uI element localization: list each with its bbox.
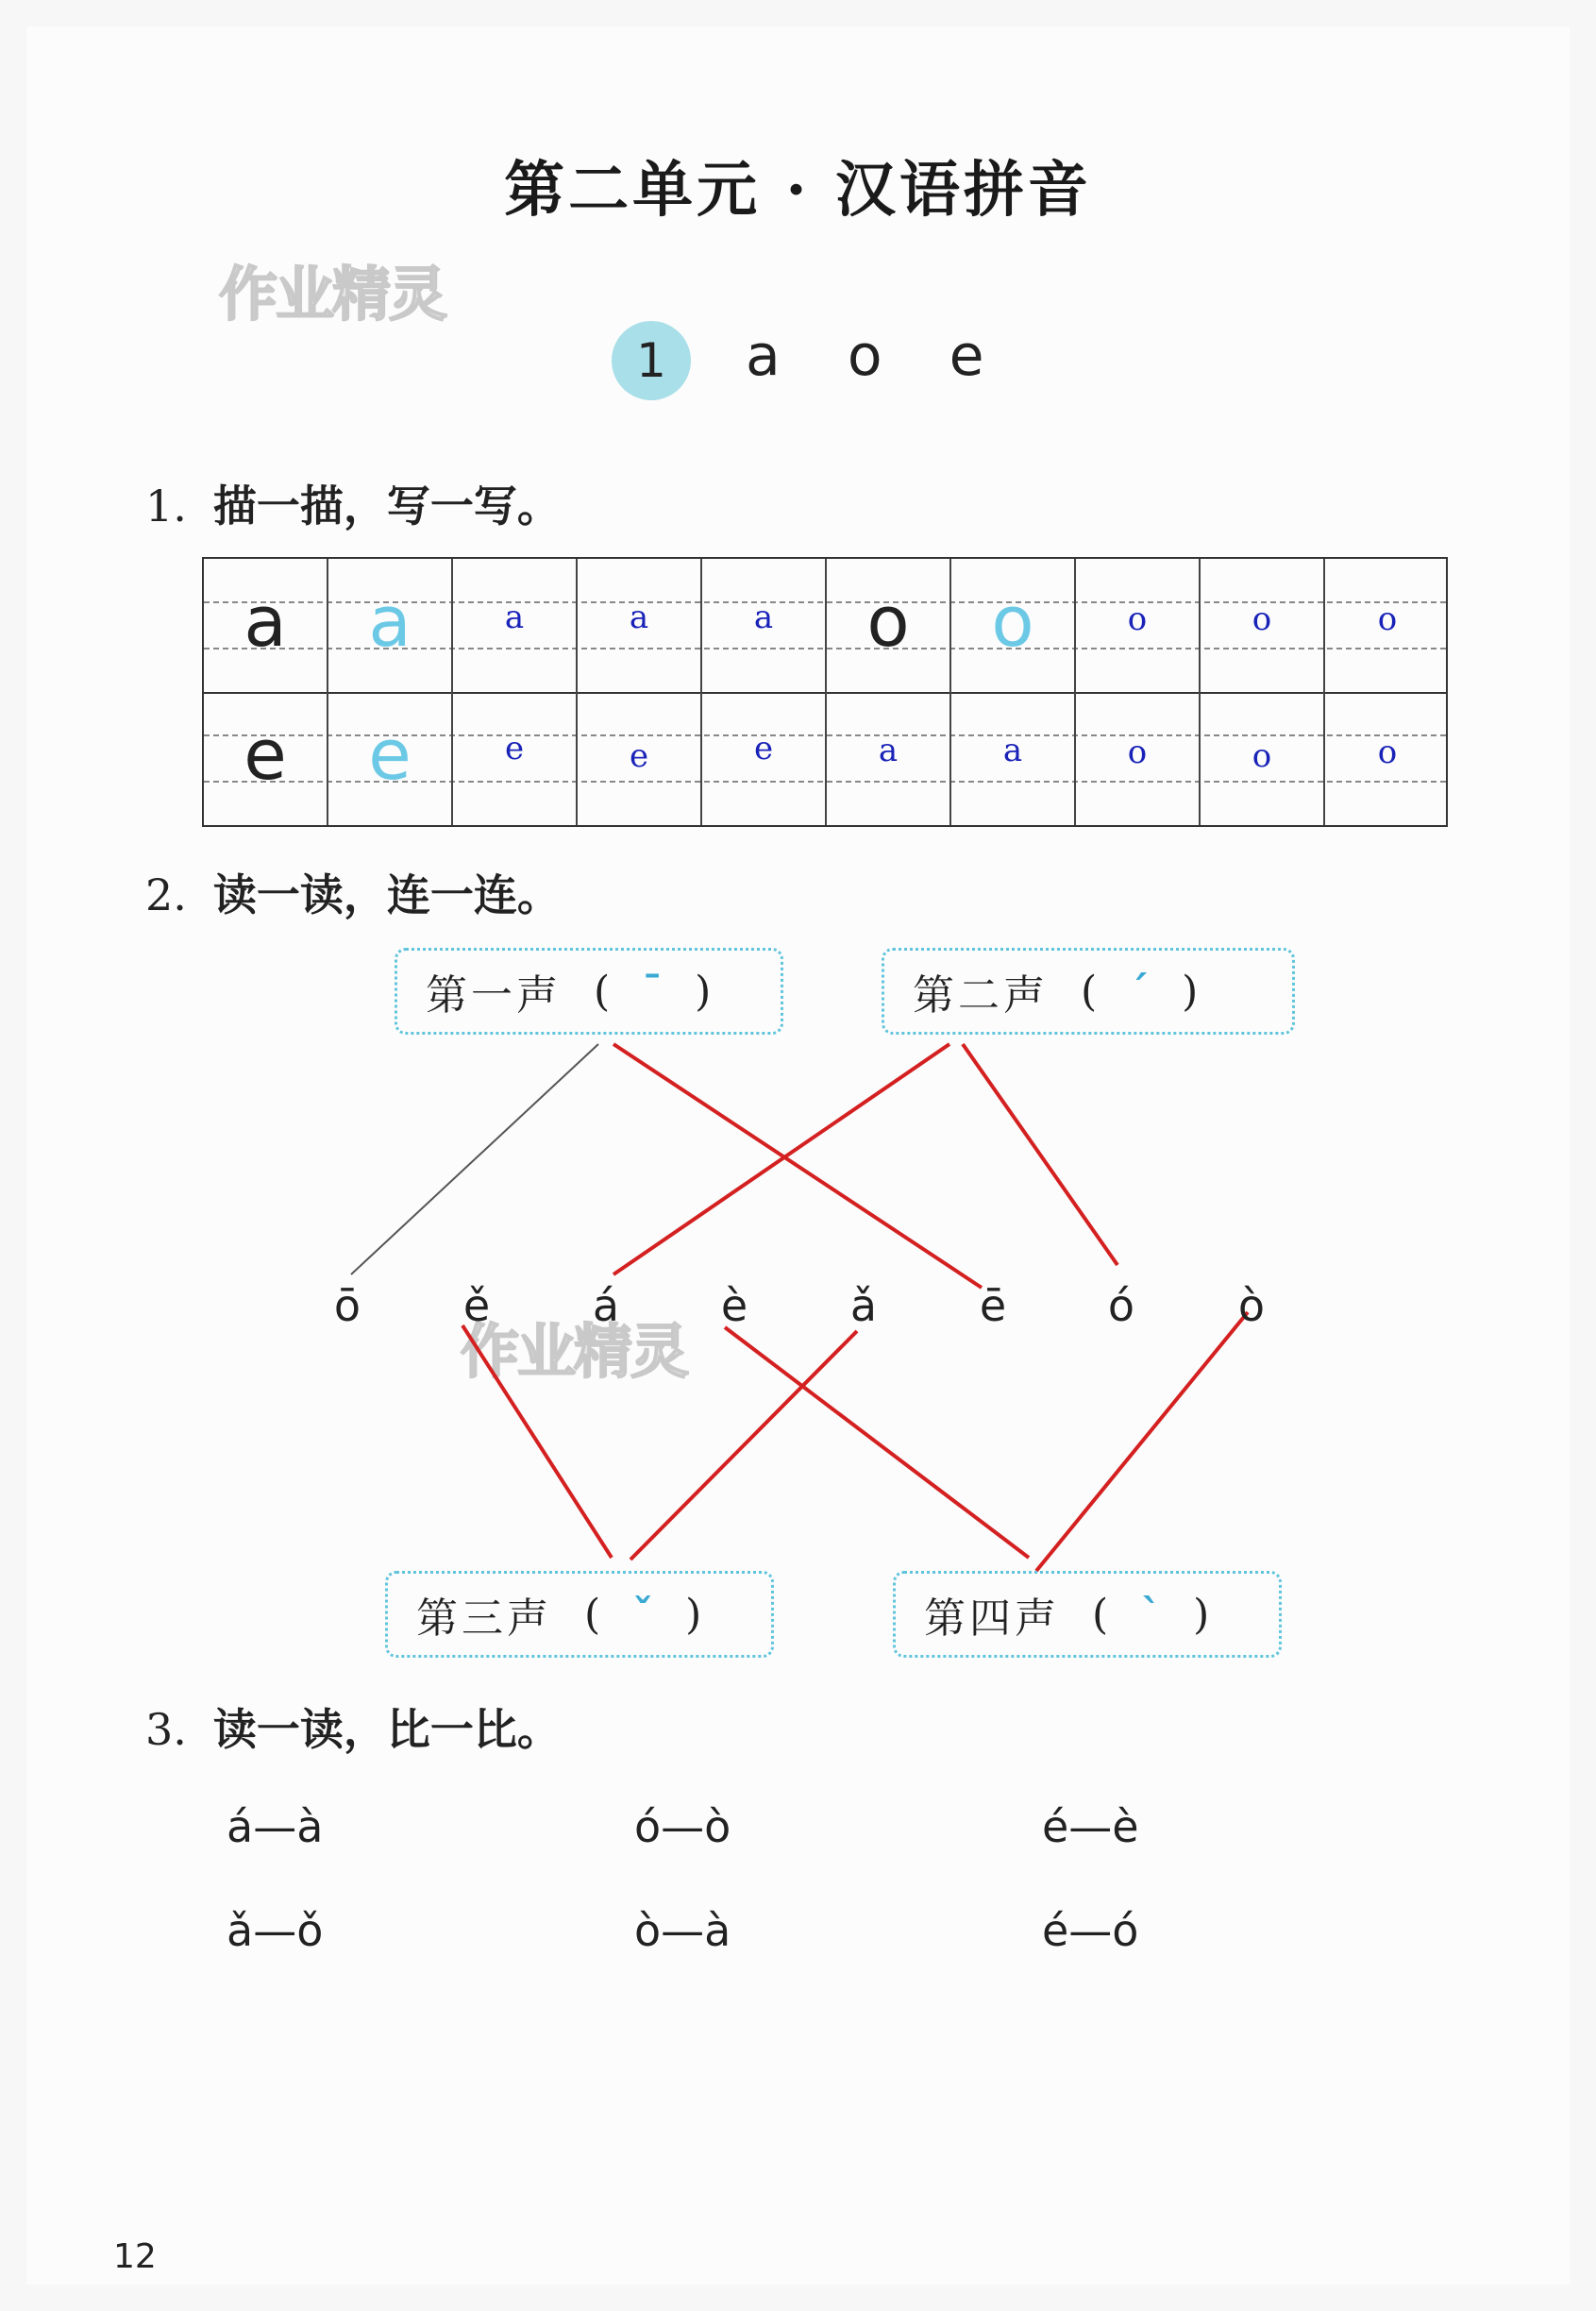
unit-title: 第二单元 · 汉语拼音 — [504, 155, 1092, 226]
tone-label: 第四声 — [924, 1594, 1060, 1643]
answer-match-line — [613, 1044, 982, 1288]
answer-match-line — [725, 1327, 1029, 1558]
tone-box-third — [385, 1571, 774, 1658]
example-match-line — [351, 1044, 598, 1274]
trace-letter: a — [368, 582, 412, 663]
paren-open: ( — [594, 967, 611, 1016]
paren-open: ( — [1081, 967, 1098, 1016]
model-letter: e — [244, 715, 287, 796]
question-prompt: 读一读，比一比。 — [212, 1704, 561, 1755]
handwritten-answer[interactable]: a — [504, 599, 525, 636]
syllable[interactable]: è — [720, 1280, 748, 1331]
handwritten-answer[interactable]: o — [1127, 734, 1148, 771]
trace-letter: e — [368, 715, 412, 796]
compare-pair: ǎ—ǒ — [227, 1905, 324, 1956]
watermark-top: 作业精灵 — [219, 260, 446, 329]
syllable[interactable]: ě — [462, 1280, 491, 1331]
handwritten-answer[interactable]: o — [1252, 600, 1272, 638]
answer-match-line — [462, 1325, 612, 1558]
tone-box-second — [882, 948, 1295, 1035]
lesson-letter: e — [949, 323, 984, 389]
handwritten-answer[interactable]: e — [504, 730, 525, 768]
handwritten-answer[interactable]: o — [1252, 737, 1272, 775]
answer-match-line — [630, 1331, 857, 1560]
lesson-letter: a — [746, 323, 781, 389]
watermark-middle: 作业精灵 — [461, 1317, 688, 1386]
syllable[interactable]: ó — [1107, 1280, 1135, 1331]
compare-pair: é—ó — [1042, 1905, 1139, 1956]
handwritten-answer[interactable]: e — [629, 737, 649, 775]
question-number: 1. — [145, 481, 187, 531]
syllable[interactable]: ǎ — [849, 1280, 878, 1331]
syllable[interactable]: á — [592, 1280, 620, 1331]
compare-pair: á—à — [227, 1801, 324, 1852]
paren-open: ( — [1092, 1590, 1109, 1639]
model-letter: a — [244, 582, 287, 663]
answer-match-line — [1036, 1312, 1248, 1571]
handwritten-answer[interactable]: a — [753, 599, 774, 636]
handwritten-answer[interactable]: a — [1002, 732, 1023, 769]
compare-pair: ò—à — [634, 1905, 731, 1956]
tone-label: 第一声 — [426, 971, 562, 1020]
paren-close: ) — [695, 967, 712, 1016]
paren-close: ) — [685, 1590, 702, 1639]
paren-close: ) — [1182, 967, 1199, 1016]
compare-pair: ó—ò — [634, 1801, 731, 1852]
paren-open: ( — [584, 1590, 601, 1639]
page-number: 12 — [113, 2237, 157, 2276]
syllable[interactable]: ē — [979, 1280, 1007, 1331]
lesson-number-badge: 1 — [612, 321, 691, 400]
compare-pair: é—è — [1042, 1801, 1139, 1852]
question-number: 2. — [145, 869, 187, 920]
fourth-tone-mark-icon: ˋ — [1140, 1590, 1162, 1639]
third-tone-mark-icon: ˇ — [632, 1590, 654, 1639]
model-letter: o — [866, 582, 910, 663]
handwritten-answer[interactable]: o — [1127, 600, 1148, 638]
question-number: 3. — [145, 1704, 187, 1755]
tone-box-first — [395, 948, 783, 1035]
handwritten-answer[interactable]: a — [629, 599, 649, 636]
handwritten-answer[interactable]: a — [878, 732, 899, 769]
paren-close: ) — [1193, 1590, 1210, 1639]
trace-letter: o — [991, 582, 1034, 663]
question-prompt: 读一读，连一连。 — [212, 869, 561, 920]
tone-label: 第三声 — [416, 1594, 552, 1643]
tone-label: 第二声 — [913, 971, 1049, 1020]
syllable[interactable]: ò — [1237, 1280, 1266, 1331]
question-3-title — [145, 1695, 561, 1758]
answer-match-line — [963, 1044, 1117, 1265]
handwritten-answer[interactable]: e — [753, 730, 774, 768]
tone-box-fourth — [893, 1571, 1282, 1658]
handwritten-answer[interactable]: o — [1377, 734, 1398, 771]
question-prompt: 描一描，写一写。 — [212, 481, 561, 531]
first-tone-mark-icon: ˉ — [642, 967, 664, 1016]
second-tone-mark-icon: ˊ — [1129, 967, 1151, 1016]
syllable[interactable]: ō — [333, 1280, 361, 1331]
lesson-letter: o — [847, 323, 882, 389]
handwritten-answer[interactable]: o — [1377, 600, 1398, 638]
